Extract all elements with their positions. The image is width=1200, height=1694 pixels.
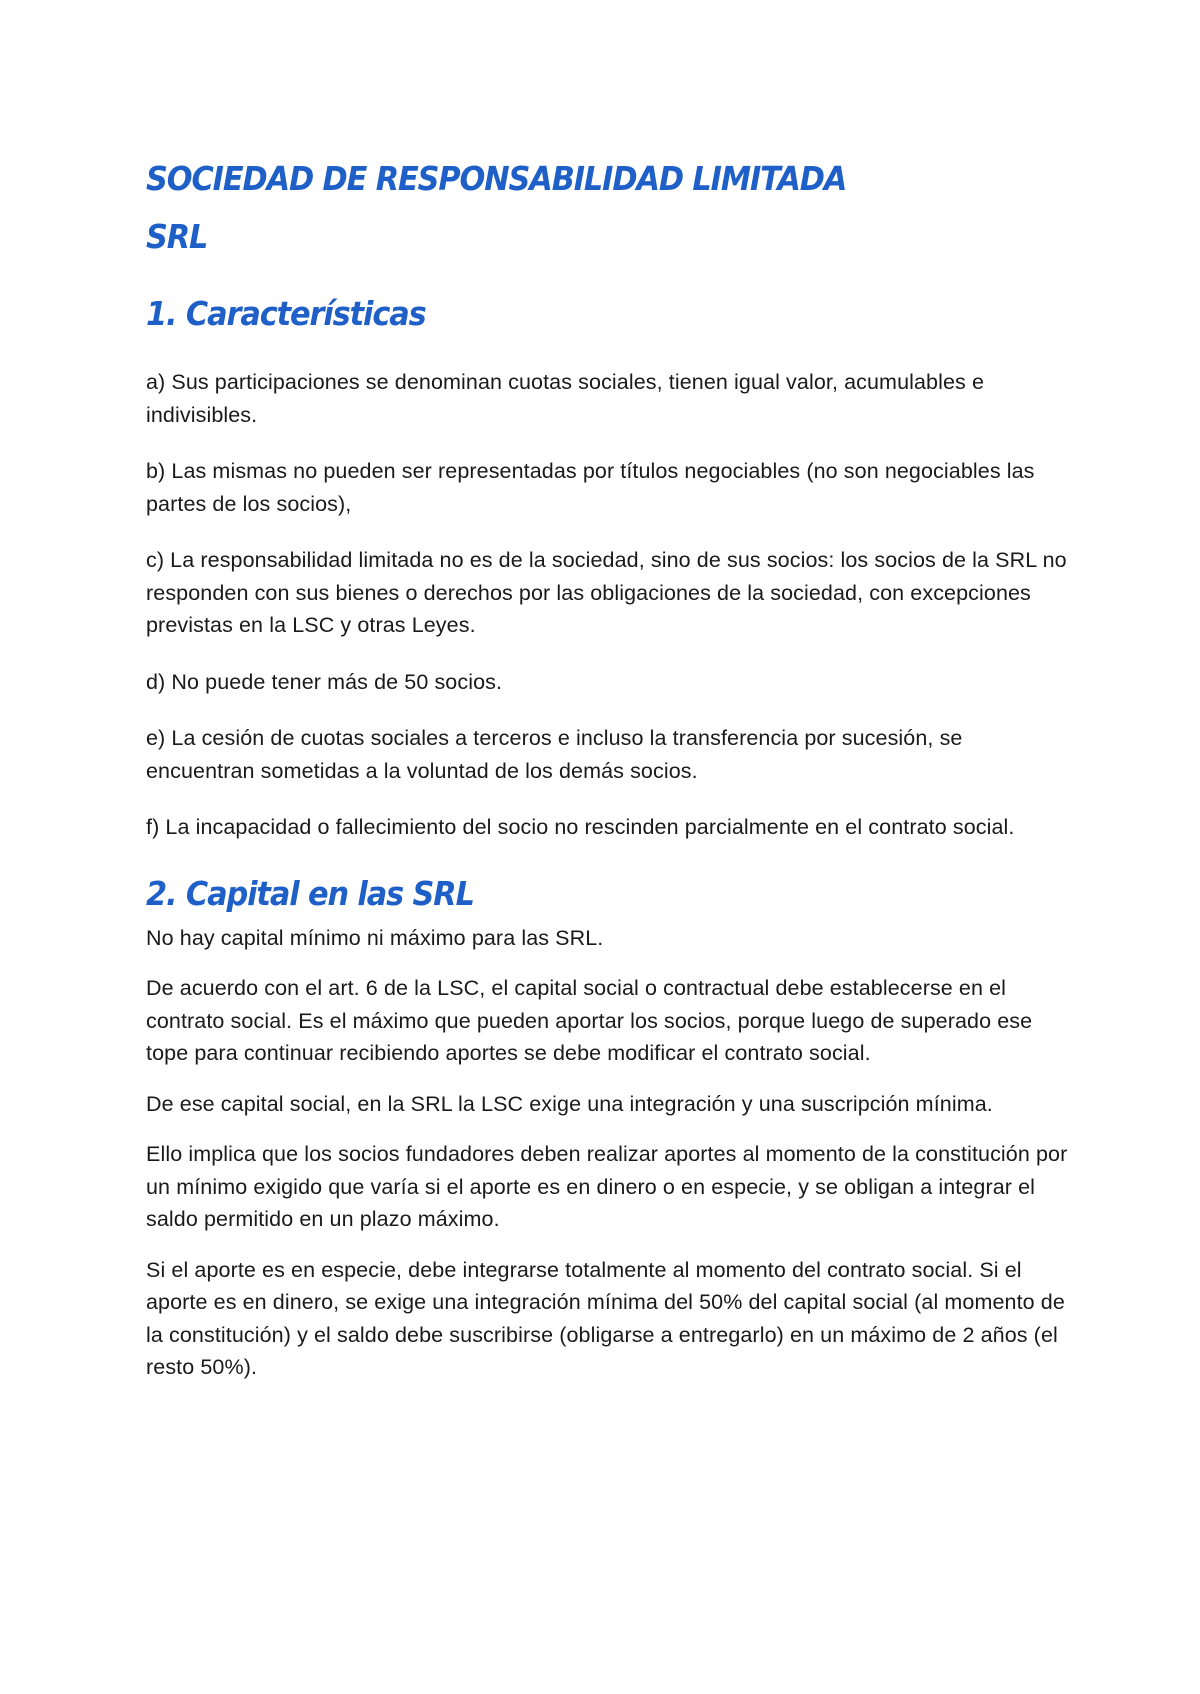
capital-paragraph-2: De acuerdo con el art. 6 de la LSC, el capital social o contractual debe establecerse en el contrato social. Es el máximo que pueden aportar los socios, porque luego de superado ese tope para continuar recibiendo aportes se debe modificar el contrato social. (146, 976, 1033, 1065)
document-title-line-1: SOCIEDAD DE RESPONSABILIDAD LIMITADA (146, 159, 847, 198)
list-item-b: b) Las mismas no pueden ser representadas por títulos negociables (no son negociables las partes de los socios), (146, 459, 1035, 516)
list-item-e: e) La cesión de cuotas sociales a terceros e incluso la transferencia por sucesión, se encuentran sometidas a la voluntad de los demás socios. (146, 726, 963, 783)
section-heading-capital: 2. Capital en las SRL (146, 873, 474, 913)
document-title-line-2: SRL (146, 217, 208, 256)
list-item-a: a) Sus participaciones se denominan cuotas sociales, tienen igual valor, acumulables e indivisibles. (146, 370, 985, 427)
section-heading-caracteristicas: 1. Características (146, 294, 426, 333)
capital-paragraph-3: De ese capital social, en la SRL la LSC exige una integración y una suscripción mínima. (146, 1091, 993, 1116)
list-item-d: d) No puede tener más de 50 socios. (146, 669, 503, 694)
document-body (146, 150, 1076, 1384)
list-item-c: c) La responsabilidad limitada no es de la sociedad, sino de sus socios: los socios de la SRL no responden con sus bienes o derechos por las obligaciones de la sociedad, con excepciones previstas en la LSC y otras Leyes. (146, 548, 1067, 637)
capital-paragraph-1: No hay capital mínimo ni máximo para las SRL. (146, 925, 604, 950)
capital-paragraph-4: Ello implica que los socios fundadores deben realizar aportes al momento de la constitución por un mínimo exigido que varía si el aporte es en dinero o en especie, y se obligan a integrar el saldo permitido en un plazo máximo. (146, 1142, 1068, 1231)
list-item-f: f) La incapacidad o fallecimiento del socio no rescinden parcialmente en el contrato social. (146, 815, 1015, 839)
capital-paragraph-5: Si el aporte es en especie, debe integrarse totalmente al momento del contrato social. Si el aporte es en dinero, se exige una integración mínima del 50% del capital social (al momento de la constitución) y el saldo debe suscribirse (obligarse a entregarlo) en un máximo de 2 años (el resto 50%). (146, 1257, 1065, 1379)
